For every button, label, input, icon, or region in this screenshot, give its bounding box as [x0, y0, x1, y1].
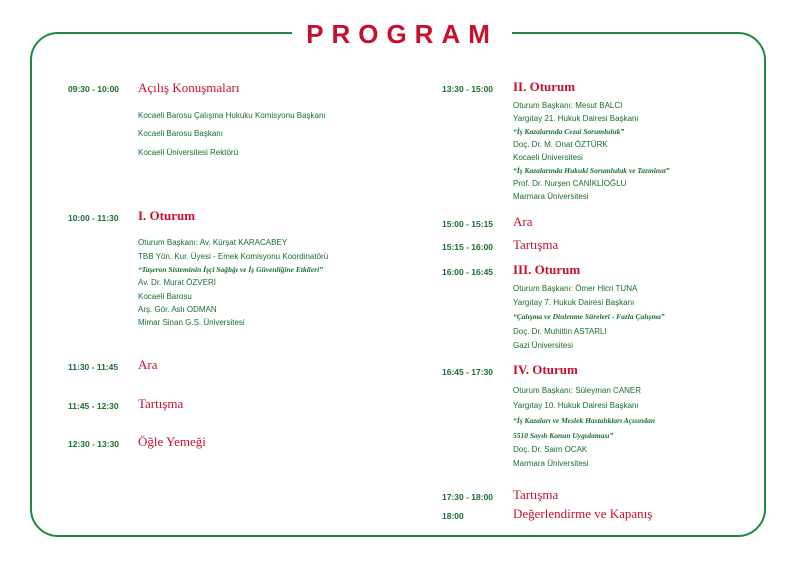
time-slot: 15:00 - 15:15	[442, 219, 494, 229]
detail-line: Arş. Gör. Aslı ODMAN	[138, 305, 217, 314]
detail-line: Yargıtay 7. Hukuk Dairesi Başkanı	[513, 298, 635, 307]
time-slot: 11:45 - 12:30	[68, 401, 119, 411]
detail-line: Kocaeli Barosu	[138, 292, 192, 301]
detail-line: Kocaeli Üniversitesi Rektörü	[138, 148, 239, 157]
time-slot: 18:00	[442, 511, 464, 521]
session-title: Tartışma	[513, 237, 559, 252]
detail-line: Av. Dr. Murat ÖZVERİ	[138, 278, 216, 287]
time-slot: 13:30 - 15:00	[442, 84, 494, 94]
session-title: III. Oturum	[513, 262, 581, 277]
time-slot: 12:30 - 13:30	[68, 439, 120, 449]
detail-line: Gazi Üniversitesi	[513, 341, 574, 350]
time-slot: 17:30 - 18:00	[442, 492, 494, 502]
session-title: IV. Oturum	[513, 362, 578, 377]
time-slot: 10:00 - 11:30	[68, 213, 119, 223]
detail-line: Doç. Dr. Muhittin ASTARLI	[513, 327, 607, 336]
detail-line: Doç. Dr. M. Onat ÖZTÜRK	[513, 140, 608, 149]
time-slot: 11:30 - 11:45	[68, 362, 119, 372]
detail-line: Marmara Üniversitesi	[513, 192, 589, 201]
session-title: Açılış Konuşmaları	[138, 80, 240, 95]
detail-line: Oturum Başkanı: Av. Kürşat KARACABEY	[138, 238, 288, 247]
session-title: Ara	[138, 357, 158, 372]
talk-title: “İş Kazalarında Hukuki Sorumluluk ve Tazminat”	[513, 166, 670, 175]
detail-line: Yargıtay 10. Hukuk Dairesi Başkanı	[513, 401, 639, 410]
talk-title: “Taşeron Sisteminin İşçi Sağlığı ve İş Güvenliğine Etkileri”	[138, 265, 323, 274]
time-slot: 16:00 - 16:45	[442, 267, 494, 277]
detail-line: Marmara Üniversitesi	[513, 459, 589, 468]
session-title: Tartışma	[513, 487, 559, 502]
session-title: Tartışma	[138, 396, 184, 411]
session-title: II. Oturum	[513, 79, 576, 94]
session-title: Ara	[513, 214, 533, 229]
detail-line: Kocaeli Barosu Çalışma Hukuku Komisyonu Başkanı	[138, 111, 326, 120]
detail-line: Mimar Sinan G.S. Üniversitesi	[138, 318, 245, 327]
talk-title: “İş Kazaları ve Meslek Hastalıkları Açısından	[513, 416, 656, 425]
detail-line: Prof. Dr. Nurşen CANİKLİOĞLU	[513, 179, 627, 188]
detail-line: Oturum Başkanı: Ömer Hicri TUNA	[513, 284, 638, 293]
detail-line: Yargıtay 21. Hukuk Dairesi Başkanı	[513, 114, 639, 123]
detail-line: Oturum Başkanı: Mesut BALCI	[513, 101, 623, 110]
talk-title: 5510 Sayılı Kanun Uygulaması”	[513, 431, 614, 440]
session-title: Öğle Yemeği	[138, 434, 206, 449]
detail-line: Kocaeli Barosu Başkanı	[138, 129, 223, 138]
time-slot: 09:30 - 10:00	[68, 84, 120, 94]
detail-line: TBB Yön. Kur. Üyesi - Emek Komisyonu Koordinatörü	[138, 252, 329, 261]
page-title: PROGRAM	[306, 19, 498, 49]
detail-line: Kocaeli Üniversitesi	[513, 153, 583, 162]
time-slot: 15:15 - 16:00	[442, 242, 494, 252]
session-title: Değerlendirme ve Kapanış	[513, 506, 653, 521]
session-title: I. Oturum	[138, 208, 196, 223]
time-slot: 16:45 - 17:30	[442, 367, 494, 377]
detail-line: Oturum Başkanı: Süleyman CANER	[513, 386, 642, 395]
talk-title: “İş Kazalarında Cezai Sorumluluk”	[513, 127, 625, 136]
detail-line: Doç. Dr. Saim OCAK	[513, 445, 588, 454]
talk-title: “Çalışma ve Dinlenme Süreleri - Fazla Çalışma”	[513, 312, 665, 321]
